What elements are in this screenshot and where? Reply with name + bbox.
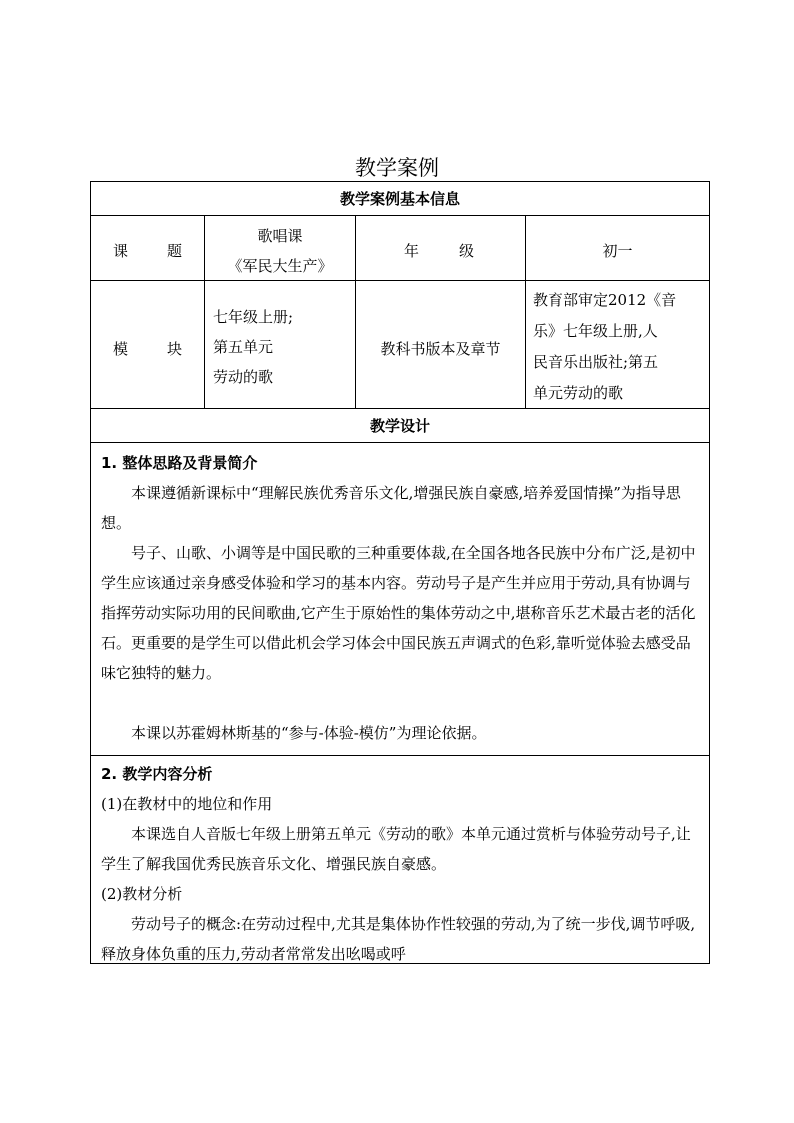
part1-heading: 1. 整体思路及背景简介 bbox=[101, 454, 258, 472]
grade-value: 初一 bbox=[602, 242, 633, 260]
part2-subheading-1: (1)在教材中的地位和作用 bbox=[101, 795, 273, 813]
textbook-label: 教科书版本及章节 bbox=[380, 340, 501, 358]
section-teaching-design: 教学设计 bbox=[369, 417, 430, 435]
label-grade-a: 年 bbox=[404, 242, 420, 260]
textbook-line2: 乐》七年级上册,人 bbox=[533, 322, 658, 340]
row-divider bbox=[91, 215, 709, 216]
course-name-line1: 歌唱课 bbox=[257, 227, 303, 245]
part2-paragraph-2: 劳动号子的概念:在劳动过程中,尤其是集体协作性较强的劳动,为了统一步伐,调节呼吸,释放身体负重的压力,劳动者常常发出吆喝或呼 bbox=[101, 915, 696, 963]
label-module-a: 模 bbox=[113, 340, 129, 358]
col-divider bbox=[355, 215, 356, 408]
textbook-line4: 单元劳动的歌 bbox=[533, 384, 624, 402]
module-line1: 七年级上册; bbox=[213, 308, 294, 326]
label-module-b: 块 bbox=[167, 340, 183, 358]
module-line2: 第五单元 bbox=[213, 338, 274, 356]
label-topic-b: 题 bbox=[167, 242, 183, 260]
part1-paragraph-3: 本课以苏霍姆林斯基的“参与-体验-模仿”为理论依据。 bbox=[131, 724, 487, 742]
label-topic-a: 课 bbox=[113, 242, 129, 260]
course-name-line2: 《军民大生产》 bbox=[227, 257, 333, 275]
module-line3: 劳动的歌 bbox=[213, 368, 274, 386]
page-title: 教学案例 bbox=[355, 156, 439, 180]
textbook-line3: 民音乐出版社;第五 bbox=[533, 353, 659, 371]
label-grade-b: 级 bbox=[459, 242, 475, 260]
lesson-table bbox=[90, 181, 710, 964]
row-divider bbox=[91, 755, 709, 756]
part1-paragraph-1: 本课遵循新课标中“理解民族优秀音乐文化,增强民族自豪感,培养爱国情操”为指导思想。 bbox=[101, 484, 681, 532]
part2-subheading-2: (2)教材分析 bbox=[101, 885, 183, 903]
section-basic-info: 教学案例基本信息 bbox=[339, 190, 460, 208]
textbook-line1: 教育部审定2012《音 bbox=[533, 291, 677, 309]
row-divider bbox=[91, 280, 709, 281]
row-divider bbox=[91, 442, 709, 443]
part2-paragraph-1: 本课选自人音版七年级上册第五单元《劳动的歌》本单元通过赏析与体验劳动号子,让学生了解我国优秀民族音乐文化、增强民族自豪感。 bbox=[101, 825, 691, 873]
row-divider bbox=[91, 408, 709, 409]
part2-heading: 2. 教学内容分析 bbox=[101, 765, 213, 783]
part1-paragraph-2: 号子、山歌、小调等是中国民歌的三种重要体裁,在全国各地各民族中分布广泛,是初中学生应该通过亲身感受体验和学习的基本内容。劳动号子是产生并应用于劳动,具有协调与指挥劳动实际功用的民间歌曲,它产生于原始性的集体劳动之中,堪称音乐艺术最古老的活化石。更重要的是学生可以借此机会学习体会中国民族五声调式的色彩,靠听觉体验去感受品味它独特的魅力。 bbox=[101, 544, 696, 682]
